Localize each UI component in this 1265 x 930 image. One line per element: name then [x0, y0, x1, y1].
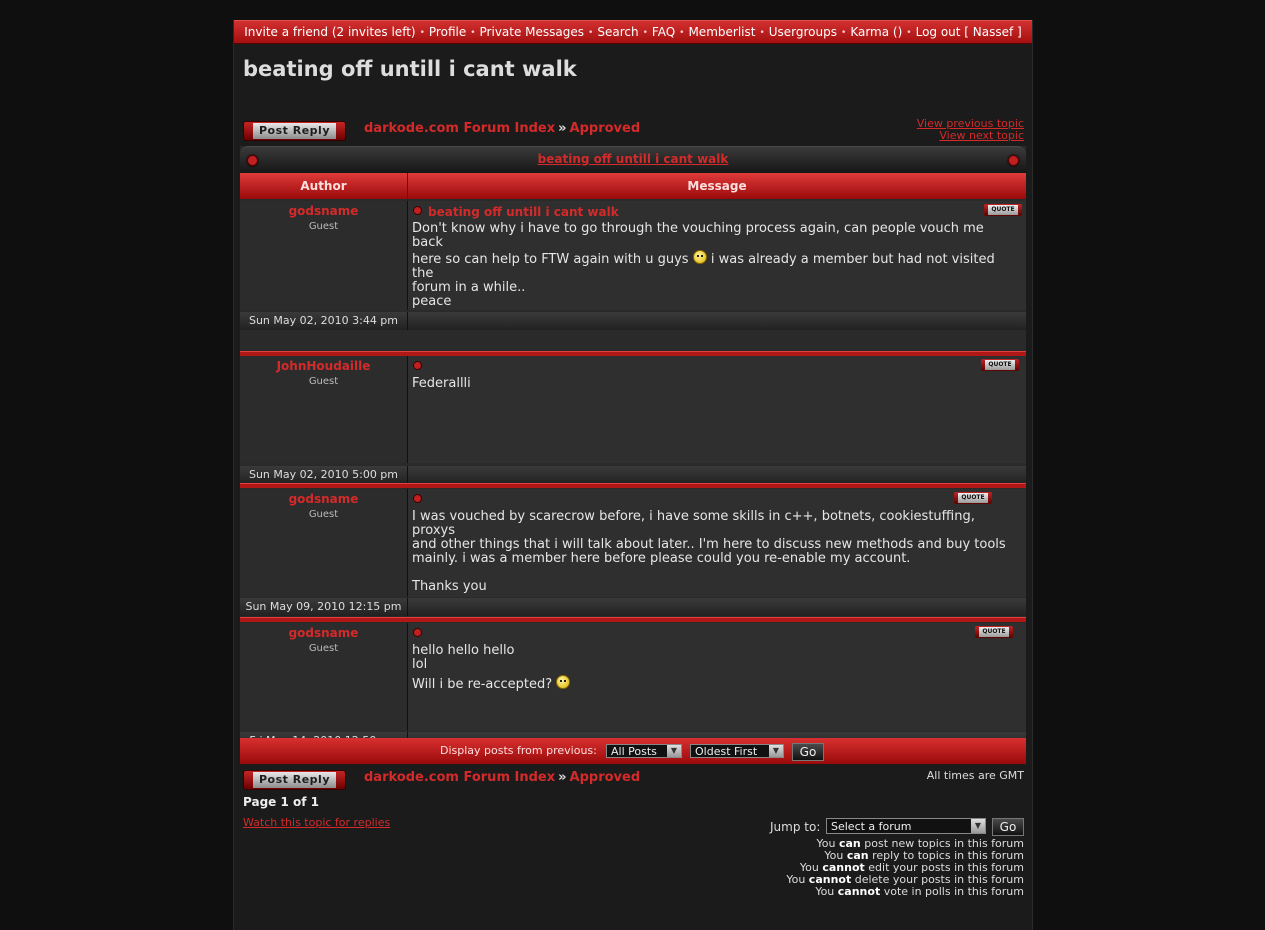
- logout-link[interactable]: Log out [ Nassef ]: [915, 25, 1022, 39]
- post-body: [412, 377, 1006, 391]
- post-rank: Guest: [308, 643, 339, 654]
- perm-text: post new topics in this forum: [860, 837, 1024, 850]
- perm-text: You: [786, 873, 809, 886]
- post-line: hello hello hello: [412, 643, 515, 658]
- post-row: [240, 356, 1026, 486]
- page-title[interactable]: beating off untill i cant walk: [243, 57, 577, 81]
- chevron-down-icon: ▼: [769, 745, 783, 757]
- post-author[interactable]: godsname: [288, 492, 359, 506]
- quote-label: QUOTE: [988, 205, 1018, 215]
- post-date-bar: [408, 312, 1026, 330]
- display-go-button[interactable]: Go: [792, 743, 824, 761]
- post-message-cell: [408, 623, 1026, 731]
- quote-button[interactable]: [984, 204, 1022, 216]
- post-reply-button-bottom[interactable]: [243, 770, 346, 790]
- post-date: Sun May 02, 2010 3:44 pm: [240, 312, 408, 330]
- permission-line: [815, 885, 1024, 898]
- post-author-cell: [240, 201, 408, 310]
- nav-separator: •: [841, 28, 847, 38]
- post-author[interactable]: godsname: [288, 204, 359, 218]
- breadcrumb-arrow: »: [558, 121, 567, 136]
- perm-flag: cannot: [822, 861, 865, 874]
- post-icon: [413, 494, 422, 503]
- breadcrumb-arrow: »: [558, 770, 567, 785]
- post-line: I was vouched by scarecrow before, i have some skills in c++, botnets, cookiestuffing, proxys: [412, 509, 975, 538]
- post-body: [412, 222, 1006, 309]
- perm-text: You: [815, 885, 838, 898]
- perm-flag: can: [838, 837, 861, 850]
- post-line: i was already a member but had not visited the: [412, 252, 995, 281]
- approved-forum-link[interactable]: Approved: [569, 121, 641, 136]
- nav-separator: •: [642, 28, 648, 38]
- post-line-blank: [412, 566, 1006, 580]
- post-date-bar: [408, 466, 1026, 484]
- order-select-value: Oldest First: [695, 745, 758, 758]
- post-reply-button[interactable]: [243, 121, 346, 141]
- post-author[interactable]: JohnHoudaille: [276, 359, 371, 373]
- table-caption: [240, 146, 1026, 173]
- post-row: [240, 201, 1026, 331]
- breadcrumb: [364, 121, 640, 136]
- profile-link[interactable]: Profile: [428, 25, 467, 39]
- nav-separator: •: [679, 28, 685, 38]
- post-subject: [413, 205, 619, 219]
- post-body: [412, 510, 1006, 594]
- forum-index-link[interactable]: darkode.com Forum Index: [364, 770, 556, 785]
- post-message-cell: [408, 356, 1026, 463]
- perm-text: You: [799, 861, 823, 874]
- post-subject: [413, 627, 428, 641]
- post-author[interactable]: godsname: [288, 626, 359, 640]
- perm-flag: cannot: [837, 885, 881, 898]
- nav-separator: •: [759, 28, 765, 38]
- post-line: lol: [412, 657, 428, 672]
- jump-forum-select[interactable]: [826, 818, 986, 834]
- timezone-note: All times are GMT: [926, 769, 1024, 782]
- post-divider: [240, 483, 1026, 488]
- quote-button[interactable]: [981, 359, 1019, 371]
- post-message-cell: [408, 201, 1026, 310]
- nav-separator: •: [419, 28, 425, 38]
- post-line-wrap: [412, 250, 1006, 281]
- topic-table: [240, 146, 1026, 764]
- smile-icon: [693, 250, 707, 264]
- caption-topic-link[interactable]: beating off untill i cant walk: [537, 152, 729, 166]
- post-line: mainly. i was a member here before please could you re-enable my account.: [412, 551, 911, 566]
- top-navigation: [234, 20, 1032, 44]
- perm-flag: cannot: [808, 873, 852, 886]
- post-subject: [413, 360, 428, 374]
- forum-index-link[interactable]: darkode.com Forum Index: [364, 121, 556, 136]
- page-of: Page 1 of 1: [243, 795, 319, 809]
- private-messages-link[interactable]: Private Messages: [479, 25, 585, 39]
- invite-link[interactable]: Invite a friend (2 invites left): [244, 25, 416, 39]
- usergroups-link[interactable]: Usergroups: [768, 25, 837, 39]
- nav-separator: •: [906, 28, 912, 38]
- post-line: here so can help to FTW again with u guys: [412, 252, 689, 267]
- post-icon: [413, 361, 422, 370]
- post-date-bar: [408, 598, 1026, 616]
- search-link[interactable]: Search: [597, 25, 639, 39]
- post-row: [240, 623, 1026, 738]
- page-container: [233, 20, 1033, 930]
- confused-icon: [556, 675, 570, 689]
- post-line: and other things that i will talk about later.. I'm here to discuss new methods and buy tools: [412, 537, 1006, 552]
- perm-text: You: [824, 849, 847, 862]
- post-divider: [240, 617, 1026, 622]
- karma-link[interactable]: Karma (): [850, 25, 903, 39]
- post-reply-label: Post Reply: [253, 123, 336, 139]
- quote-button[interactable]: [975, 626, 1013, 638]
- quote-label: QUOTE: [958, 493, 988, 503]
- nav-separator: •: [470, 28, 476, 38]
- post-line-wrap: [412, 675, 1006, 692]
- post-author-cell: [240, 489, 408, 597]
- jump-go-button[interactable]: Go: [992, 818, 1024, 836]
- watch-topic-link[interactable]: Watch this topic for replies: [243, 816, 391, 829]
- post-line: peace: [412, 294, 452, 309]
- post-icon: [413, 628, 422, 637]
- view-previous-topic-link[interactable]: View previous topic: [916, 117, 1024, 130]
- approved-forum-link[interactable]: Approved: [569, 770, 641, 785]
- post-line: Don't know why i have to go through the vouching process again, can people vouch me back: [412, 221, 984, 250]
- post-rank: Guest: [308, 376, 339, 387]
- perm-text: reply to topics in this forum: [868, 849, 1024, 862]
- post-author-cell: [240, 623, 408, 731]
- post-date: Sun May 02, 2010 5:00 pm: [240, 466, 408, 484]
- perm-text: delete your posts in this forum: [851, 873, 1024, 886]
- chevron-down-icon: ▼: [971, 819, 985, 833]
- perm-text: You: [816, 837, 839, 850]
- perm-text: edit your posts in this forum: [864, 861, 1024, 874]
- post-author-cell: [240, 356, 408, 463]
- order-select[interactable]: [690, 744, 784, 758]
- post-reply-label: Post Reply: [253, 772, 336, 788]
- author-column-header: Author: [240, 173, 407, 199]
- post-line: Thanks you: [412, 579, 487, 594]
- post-subject: [413, 493, 428, 507]
- caption-dot-icon: [1008, 155, 1019, 166]
- perm-text: vote in polls in this forum: [880, 885, 1024, 898]
- quote-label: QUOTE: [979, 627, 1009, 637]
- post-rank: Guest: [308, 509, 339, 520]
- post-line: Federallli: [412, 376, 471, 391]
- post-message-cell: [408, 489, 1026, 597]
- post-rank: Guest: [308, 221, 339, 232]
- nav-separator: •: [588, 28, 594, 38]
- quote-button[interactable]: [954, 492, 992, 504]
- post-date: Sun May 09, 2010 12:15 pm: [240, 598, 408, 616]
- view-next-topic-link[interactable]: View next topic: [939, 129, 1024, 142]
- post-icon: [413, 206, 422, 215]
- faq-link[interactable]: FAQ: [651, 25, 676, 39]
- post-line: Will i be re-accepted?: [412, 677, 553, 692]
- memberlist-link[interactable]: Memberlist: [688, 25, 756, 39]
- message-column-header: Message: [408, 173, 1026, 199]
- display-options-bar: [240, 738, 1026, 764]
- breadcrumb-bottom: [364, 770, 640, 785]
- quote-label: QUOTE: [985, 360, 1015, 370]
- chevron-down-icon: ▼: [667, 745, 681, 757]
- display-posts-label: Display posts from previous:: [440, 744, 597, 757]
- days-select[interactable]: [606, 744, 682, 758]
- days-select-value: All Posts: [611, 745, 657, 758]
- jump-to-label: Jump to:: [770, 820, 821, 834]
- post-row: [240, 489, 1026, 619]
- post-body: [412, 644, 1006, 692]
- jump-select-value: Select a forum: [831, 820, 912, 833]
- post-subject-text: beating off untill i cant walk: [428, 205, 619, 219]
- post-line: forum in a while..: [412, 280, 526, 295]
- perm-flag: can: [846, 849, 869, 862]
